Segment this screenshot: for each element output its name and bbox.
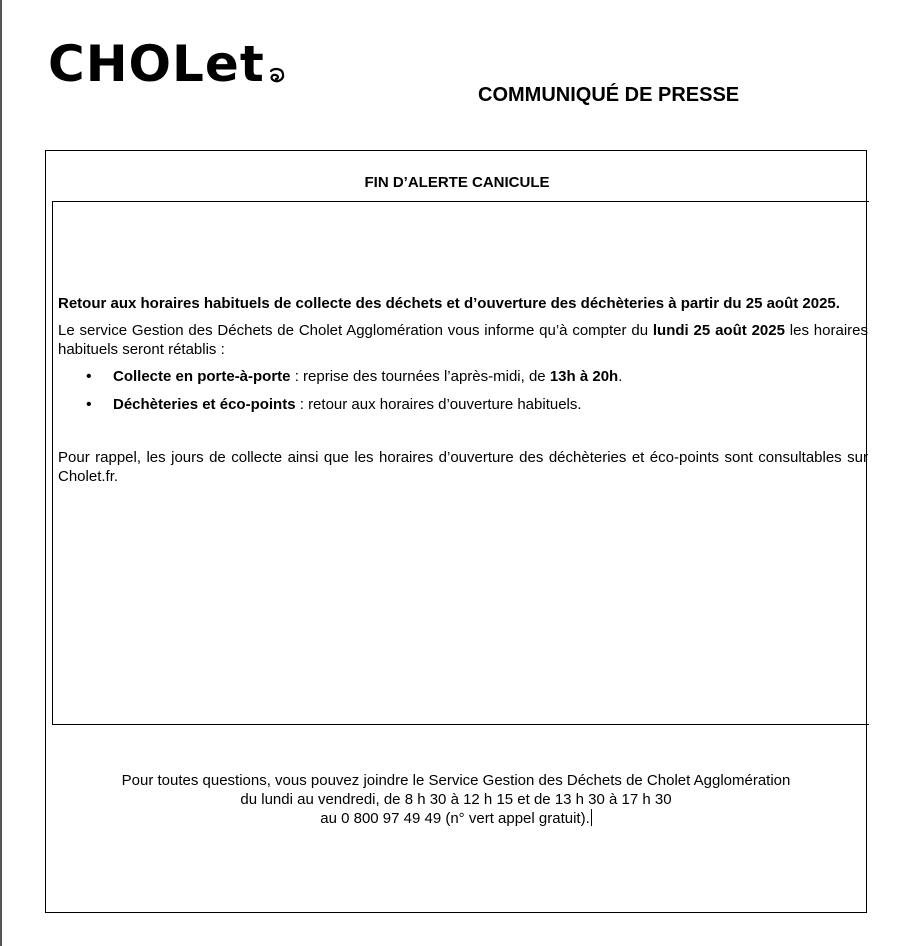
window-left-edge [0, 0, 2, 946]
contact-line: du lundi au vendredi, de 8 h 30 à 12 h 15 et de 13 h 30 à 17 h 30 [240, 791, 672, 808]
contact-phone: au 0 800 97 49 49 (n° vert appel gratuit). [320, 810, 590, 827]
text-cursor [591, 809, 592, 826]
page-title: COMMUNIQUÉ DE PRESSE [478, 84, 740, 106]
bullet-text: : retour aux horaires d’ouverture habituels. [295, 396, 582, 413]
intro-paragraph [58, 321, 868, 359]
bullet-label: Collecte en porte-à-porte [113, 368, 291, 385]
alert-title [0, 174, 910, 191]
cholet-logo [48, 35, 286, 93]
list-item [113, 395, 868, 414]
list-item [113, 367, 868, 386]
alert-title-text: FIN D’ALERTE CANICULE [364, 174, 550, 191]
bullet-hours: 13h à 20h [549, 368, 619, 385]
bullet-list [58, 367, 868, 414]
press-release-body [58, 294, 868, 486]
bullet-tail: . [618, 368, 623, 385]
bullet-label: Déchèteries et éco-points [113, 396, 296, 413]
logo-text: CHOLet [48, 35, 265, 93]
intro-date: lundi 25 août 2025 [652, 322, 785, 339]
bullet-text: : reprise des tournées l’après-midi, de [290, 368, 550, 385]
contact-info [45, 771, 867, 828]
intro-text-end: les horaires habituels seront rétablis : [58, 322, 868, 358]
logo-mark-icon [268, 44, 286, 96]
headline: Retour aux horaires habituels de collecte des déchets et d’ouverture des déchèteries à partir du 25 août 2025. [58, 295, 840, 312]
intro-text: Le service Gestion des Déchets de Cholet Agglomération vous informe qu’à compter du [58, 322, 653, 339]
contact-line: Pour toutes questions, vous pouvez joindre le Service Gestion des Déchets de Cholet Agglomération [121, 772, 791, 789]
contact-line-phone [45, 809, 867, 828]
reminder-paragraph: Pour rappel, les jours de collecte ainsi que les horaires d’ouverture des déchèteries et éco-points sont consultables sur Cholet.fr. [58, 449, 868, 485]
